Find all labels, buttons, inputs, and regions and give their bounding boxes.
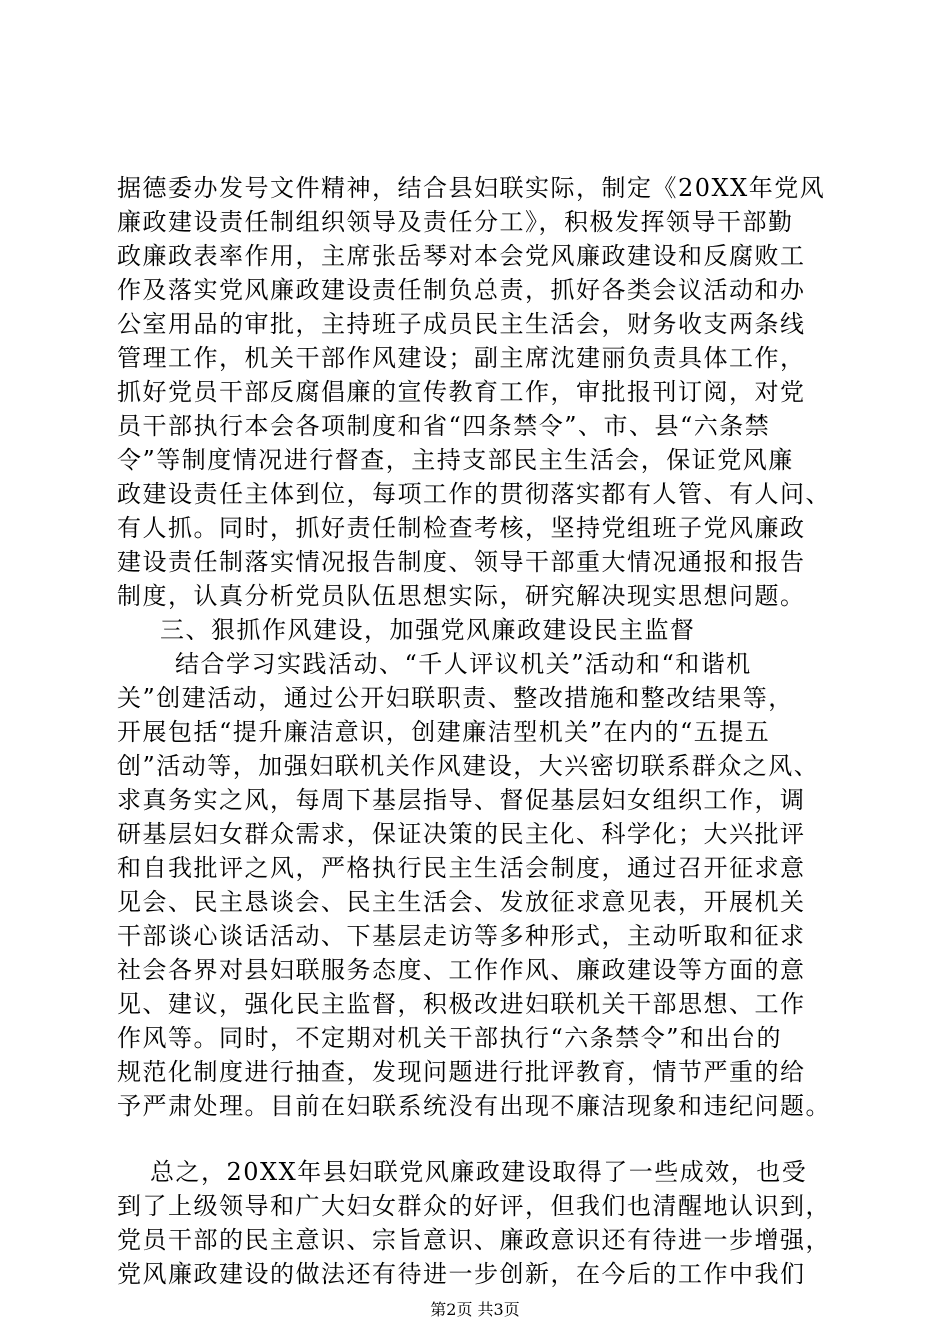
- section-heading: 三、狠抓作风建设，加强党风廉政建设民主监督: [160, 616, 696, 644]
- text-line: 党员干部的民主意识、宗旨意识、廉政意识还有待进一步增强，: [117, 1226, 831, 1254]
- text-line: 予严肃处理。目前在妇联系统没有出现不廉洁现象和违纪问题。: [117, 1092, 831, 1120]
- text-line: 抓好党员干部反腐倡廉的宣传教育工作，审批报刊订阅，对党: [117, 378, 806, 406]
- text-line: 管理工作，机关干部作风建设；副主席沈建丽负责具体工作，: [117, 344, 806, 372]
- text-line: 公室用品的审批，主持班子成员民主生活会，财务收支两条线: [117, 310, 806, 338]
- text-line: 党风廉政建设的做法还有待进一步创新，在今后的工作中我们: [117, 1260, 806, 1288]
- text-line: 干部谈心谈话活动、下基层走访等多种形式，主动听取和征求: [117, 922, 806, 950]
- text-line: 总之，20XX年县妇联党风廉政建设取得了一些成效，也受: [150, 1158, 808, 1186]
- text-line: 政建设责任主体到位，每项工作的贯彻落实都有人管、有人问、: [117, 480, 831, 508]
- text-line: 开展包括“提升廉洁意识，创建廉洁型机关”在内的“五提五: [117, 718, 771, 746]
- text-line: 廉政建设责任制组织领导及责任分工》，积极发挥领导干部勤: [117, 208, 794, 236]
- text-line: 建设责任制落实情况报告制度、领导干部重大情况通报和报告: [117, 548, 806, 576]
- text-line: 创”活动等，加强妇联机关作风建设，大兴密切联系群众之风、: [117, 752, 820, 780]
- page-footer: 第2页 共3页: [430, 1300, 520, 1319]
- text-line: 研基层妇女群众需求，保证决策的民主化、科学化；大兴批评: [117, 820, 806, 848]
- text-line: 规范化制度进行抽查，发现问题进行批评教育，情节严重的给: [117, 1058, 806, 1086]
- text-line: 见会、民主恳谈会、民主生活会、发放征求意见表，开展机关: [117, 888, 806, 916]
- text-line: 社会各界对县妇联服务态度、工作作风、廉政建设等方面的意: [117, 956, 806, 984]
- text-line: 作及落实党风廉政建设责任制负总责，抓好各类会议活动和办: [117, 276, 806, 304]
- text-line: 政廉政表率作用，主席张岳琴对本会党风廉政建设和反腐败工: [117, 242, 806, 270]
- text-line: 结合学习实践活动、“千人评议机关”活动和“和谐机: [175, 650, 752, 678]
- text-line: 到了上级领导和广大妇女群众的好评，但我们也清醒地认识到，: [117, 1192, 831, 1220]
- text-line: 有人抓。同时，抓好责任制检查考核，坚持党组班子党风廉政: [117, 514, 806, 542]
- text-line: 作风等。同时，不定期对机关干部执行“六条禁令”和出台的: [117, 1024, 783, 1052]
- text-line: 见、建议，强化民主监督，积极改进妇联机关干部思想、工作: [117, 990, 806, 1018]
- text-line: 令”等制度情况进行督查，主持支部民主生活会，保证党风廉: [117, 446, 794, 474]
- text-line: 和自我批评之风，严格执行民主生活会制度，通过召开征求意: [117, 854, 806, 882]
- text-line: 关”创建活动，通过公开妇联职责、整改措施和整改结果等，: [117, 684, 794, 712]
- text-line: 员干部执行本会各项制度和省“四条禁令”、市、县“六条禁: [117, 412, 771, 440]
- text-line: 制度，认真分析党员队伍思想实际，研究解决现实思想问题。: [117, 582, 806, 610]
- text-line: 据德委办发号文件精神，结合县妇联实际，制定《20XX年党风: [117, 174, 826, 202]
- text-line: 求真务实之风，每周下基层指导、督促基层妇女组织工作，调: [117, 786, 806, 814]
